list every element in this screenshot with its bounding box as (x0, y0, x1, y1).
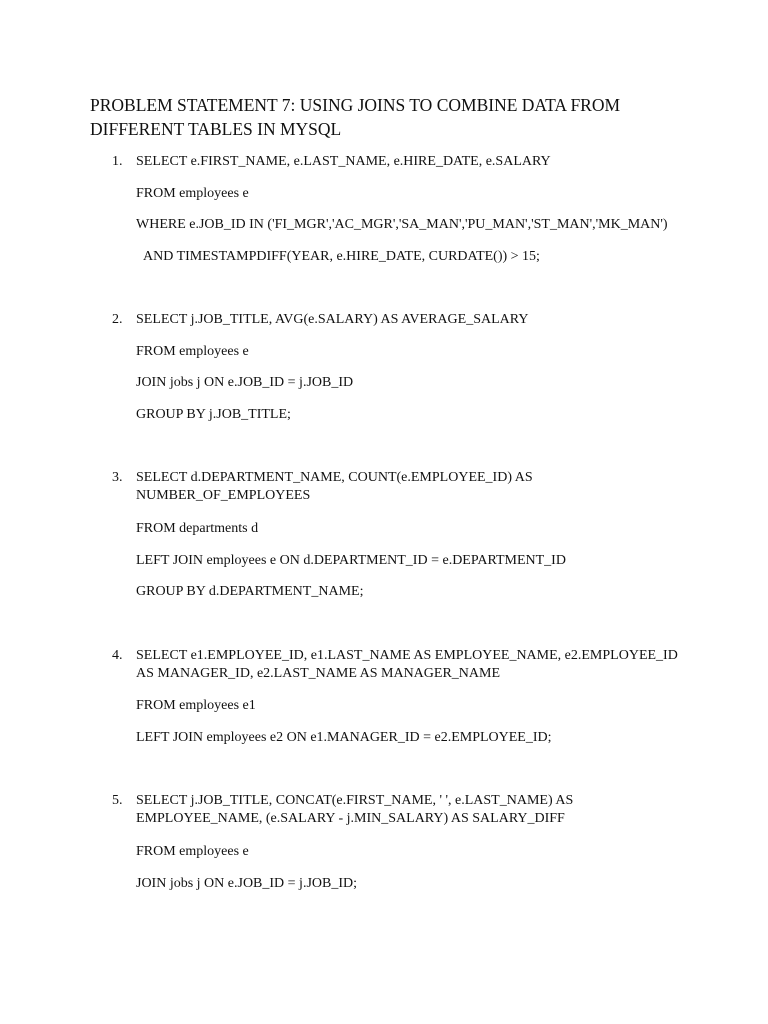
query-5-line-3: JOIN jobs j ON e.JOB_ID = j.JOB_ID; (136, 876, 358, 891)
query-3-number: 3. (112, 470, 123, 485)
query-3-line-3: LEFT JOIN employees e ON d.DEPARTMENT_ID = e.DEPARTMENT_ID (136, 553, 566, 568)
query-1-number: 1. (112, 154, 123, 169)
query-5-line-2: FROM employees e (136, 844, 249, 859)
query-4-line-1: SELECT e1.EMPLOYEE_ID, e1.LAST_NAME AS EMPLOYEE_NAME, e2.EMPLOYEE_ID AS MANAGER_ID, e2.LAST_NAME AS MANAGER_NAME (136, 648, 678, 681)
query-2-line-3: JOIN jobs j ON e.JOB_ID = j.JOB_ID (136, 375, 354, 390)
query-2-line-4: GROUP BY j.JOB_TITLE; (136, 407, 291, 422)
query-3-line-2: FROM departments d (136, 521, 259, 536)
query-2-line-2: FROM employees e (136, 344, 249, 359)
query-4-line-3: LEFT JOIN employees e2 ON e1.MANAGER_ID = e2.EMPLOYEE_ID; (136, 730, 552, 745)
query-2-line-1: SELECT j.JOB_TITLE, AVG(e.SALARY) AS AVERAGE_SALARY (136, 312, 529, 327)
page-title: PROBLEM STATEMENT 7: USING JOINS TO COMBINE DATA FROM DIFFERENT TABLES IN MYSQL (90, 95, 621, 139)
query-3-line-4: GROUP BY d.DEPARTMENT_NAME; (136, 584, 364, 599)
query-3-line-1: SELECT d.DEPARTMENT_NAME, COUNT(e.EMPLOYEE_ID) AS NUMBER_OF_EMPLOYEES (136, 470, 533, 503)
query-1-line-2: FROM employees e (136, 186, 249, 201)
query-5-line-1: SELECT j.JOB_TITLE, CONCAT(e.FIRST_NAME, ' ', e.LAST_NAME) AS EMPLOYEE_NAME, (e.SALARY - j.MIN_SALARY) AS SALARY_DIFF (136, 793, 574, 826)
query-1-line-1: SELECT e.FIRST_NAME, e.LAST_NAME, e.HIRE_DATE, e.SALARY (136, 154, 551, 169)
query-4-line-2: FROM employees e1 (136, 698, 256, 713)
query-1-line-4: AND TIMESTAMPDIFF(YEAR, e.HIRE_DATE, CURDATE()) > 15; (143, 249, 540, 264)
query-5-number: 5. (112, 793, 123, 808)
query-1-line-3: WHERE e.JOB_ID IN ('FI_MGR','AC_MGR','SA_MAN','PU_MAN','ST_MAN','MK_MAN') (136, 217, 668, 232)
query-4-number: 4. (112, 648, 123, 663)
query-2-number: 2. (112, 312, 123, 327)
